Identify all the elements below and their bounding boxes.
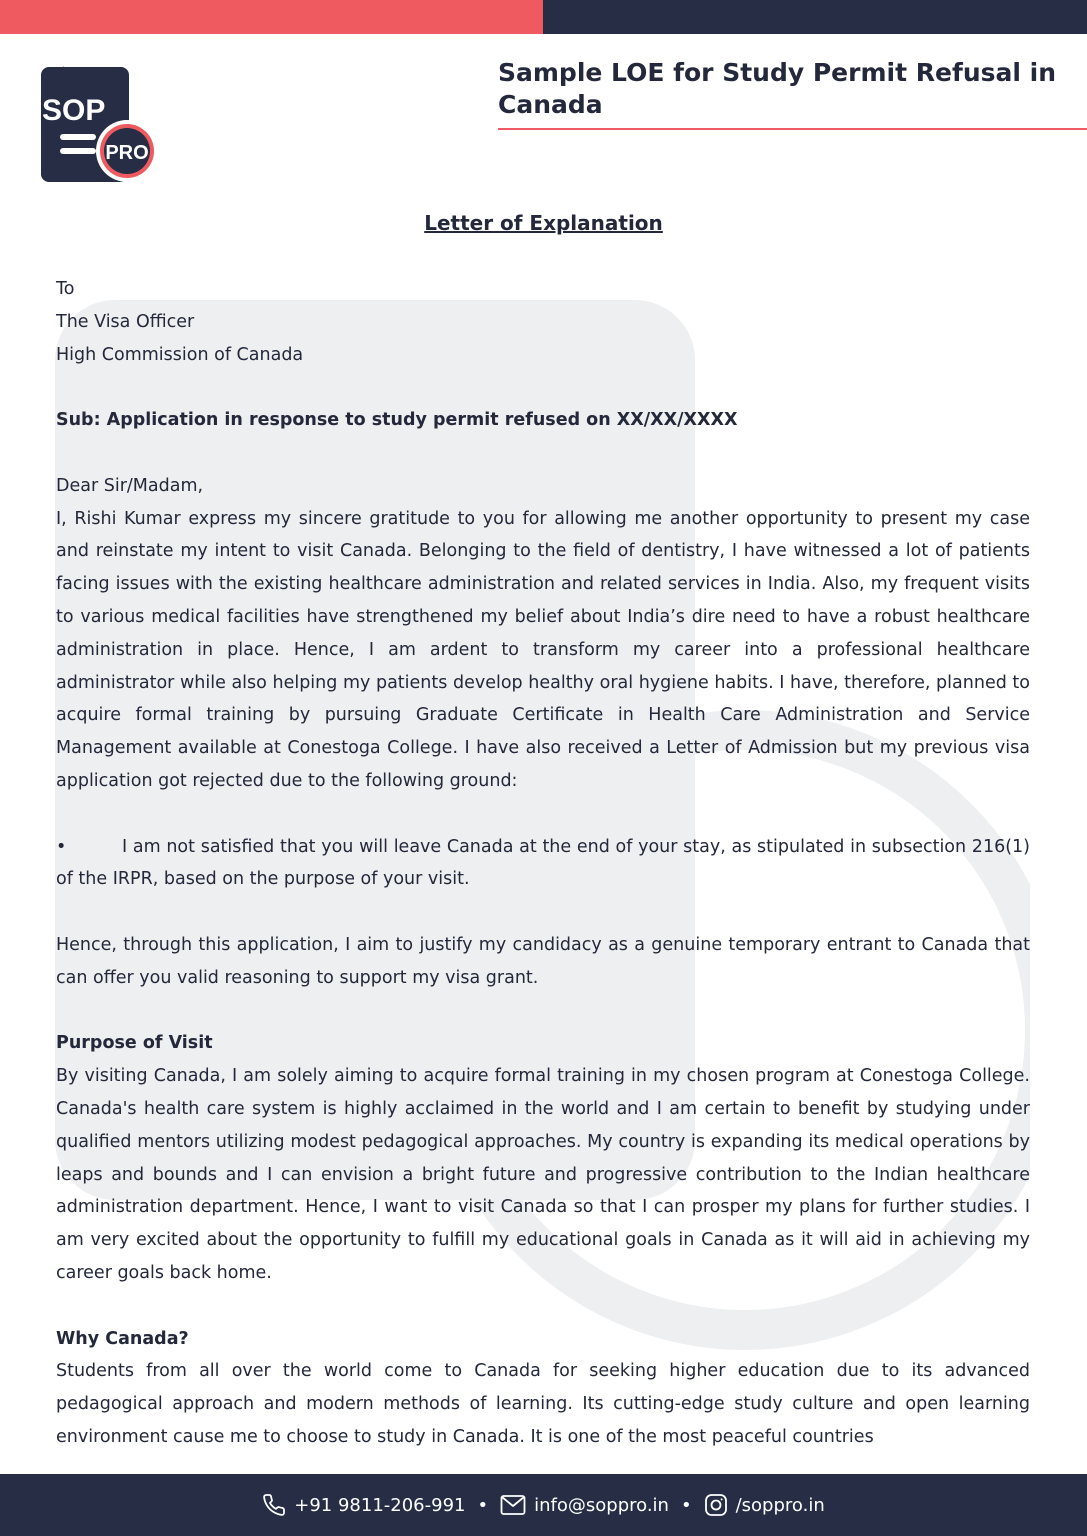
letter-heading: Letter of Explanation [424,211,663,235]
svg-text:SOP: SOP [42,94,106,127]
footer-email[interactable] [500,1494,669,1516]
footer-phone[interactable] [262,1493,465,1517]
mail-icon [500,1494,526,1516]
subject-line: Sub: Application in response to study permit refused on XX/XX/XXXX [56,410,738,431]
intro-paragraph: I, Rishi Kumar express my sincere gratitude to you for allowing me another opportunity to present my case and reinstate my intent to visit Canada. Belonging to the field of dentistry, I have witnessed a lot of patients facing issues with the existing healthcare administration and related services in India. Also, my frequent visits to various medical facilities have strengthened my belief about India’s dire need to have a robust healthcare administration in place. Hence, I am ardent to transform my career into a professional healthcare administrator while also helping my patients develop healthy oral hygiene habits. I have, therefore, planned to acquire formal training by pursuing Graduate Certificate in Health Care Administration and Service Management available at Conestoga College. I have also received a Letter of Admission but my previous visa application got rejected due to the following ground: [56,508,1030,791]
why-canada-paragraph: Students from all over the world come to Canada for seeking higher education due to its advanced pedagogical approach and modern methods of learning. Its cutting-edge study culture and open learning environment cause me to choose to study in Canada. It is one of the most peaceful countries [56,1361,1030,1447]
contact-footer [0,1474,1087,1536]
svg-text:PRO: PRO [105,142,149,164]
address-office: High Commission of Canada [56,344,304,365]
address-to: To [56,279,75,299]
title-underline [498,128,1087,130]
bullet-icon: • [56,836,67,857]
letter-body [56,273,1030,1454]
refusal-ground-text: I am not satisfied that you will leave Canada at the end of your stay, as stipulated in subsection 216(1) of the IRPR, based on the purpose of your visit. [56,836,1030,890]
top-accent-bar [0,0,543,34]
phone-number: +91 9811-206-991 [294,1494,466,1516]
soppro-logo [38,62,163,187]
salutation: Dear Sir/Madam, [56,475,204,496]
instagram-icon [704,1493,728,1517]
social-handle: /soppro.in [735,1494,825,1516]
address-recipient: The Visa Officer [56,311,195,332]
footer-separator: • [680,1494,692,1516]
why-canada-heading: Why Canada? [56,1328,189,1349]
purpose-heading: Purpose of Visit [56,1033,213,1054]
footer-separator: • [477,1494,489,1516]
footer-social[interactable] [704,1493,825,1517]
hence-paragraph: Hence, through this application, I aim to justify my candidacy as a genuine temporary entrant to Canada that can offer you valid reasoning to support my visa grant. [56,934,1030,988]
refusal-ground-item [56,831,1030,897]
purpose-paragraph: By visiting Canada, I am solely aiming to acquire formal training in my chosen program at Conestoga College. Canada's health care system is highly acclaimed in the world and I am certain to benefit by studying under qualified mentors utilizing modest pedagogical approaches. My country is expanding its medical operations by leaps and bounds and I can envision a bright future and progressive contribution to the Indian healthcare administration department. Hence, I want to visit Canada so that I can prosper my plans for further studies. I am very excited about the opportunity to fulfill my educational goals in Canada as it will aid in achieving my career goals back home. [56,1066,1030,1283]
document-title: Sample LOE for Study Permit Refusal in Canada [498,58,1057,119]
top-navy-bar [543,0,1087,34]
phone-icon [262,1493,286,1517]
email-address: info@soppro.in [534,1494,669,1516]
